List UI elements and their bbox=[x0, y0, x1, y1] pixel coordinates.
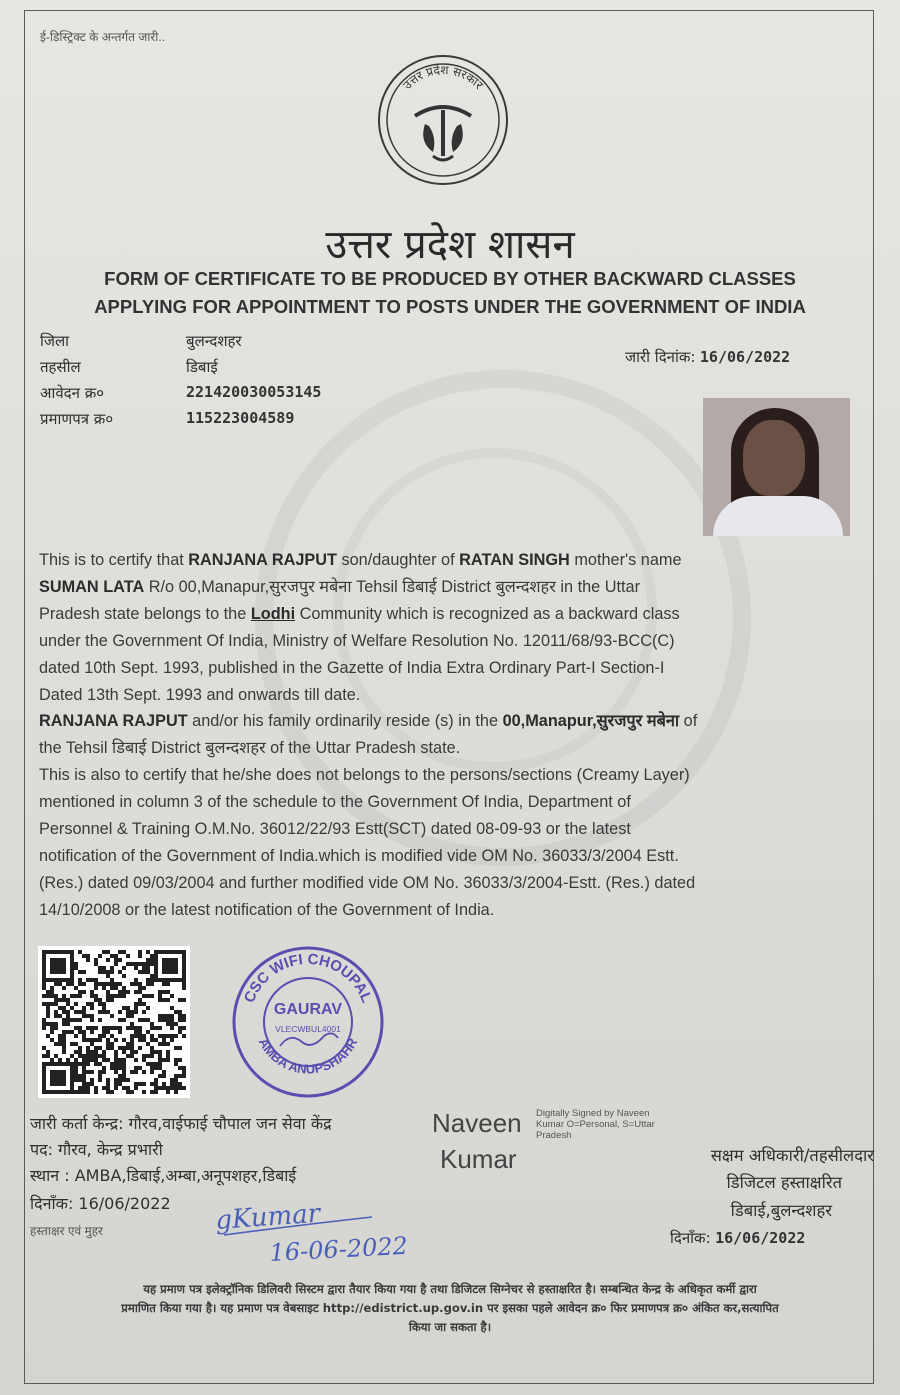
footer-line: यह प्रमाण पत्र इलेक्ट्रॉनिक डिलिवरी सिस्टम द्वारा तैयार किया गया है तथा डिजिटल सिग्नेचर से हस्ताक्षरित है। सम्बन्धित केन्द्र के अधिकृत कर्मी द्वारा bbox=[143, 1282, 757, 1296]
footer-note bbox=[30, 1280, 870, 1337]
digital-signer-first-name: Naveen bbox=[432, 1108, 522, 1138]
title-hindi: उत्तर प्रदेश शासन bbox=[325, 222, 575, 268]
district-value: बुलन्दशहर bbox=[186, 332, 242, 350]
stamp-center-text: GAURAV bbox=[273, 1001, 343, 1018]
footer-line: किया जा सकता है। bbox=[408, 1320, 492, 1334]
digital-signature-meta: Digitally Signed by Naveen Kumar O=Personal, S=Uttar Pradesh bbox=[536, 1108, 655, 1141]
residence-address: 00,Manapur,सुरजपुर मबेना bbox=[502, 712, 680, 731]
title-english-line1: FORM OF CERTIFICATE TO BE PRODUCED BY OTHER BACKWARD CLASSES bbox=[104, 268, 796, 289]
district-label: जिला bbox=[40, 332, 70, 350]
tehsil-label: तहसील bbox=[40, 358, 81, 376]
digital-signer-last-name: Kumar bbox=[440, 1144, 517, 1174]
application-number: 221420030053145 bbox=[186, 383, 322, 401]
body-line: RANJANA RAJPUT and/or his family ordinarily reside (s) in the 00,Manapur,सुरजपुर मबेना of bbox=[39, 712, 698, 731]
issue-date bbox=[625, 347, 790, 367]
mother-name: SUMAN LATA bbox=[39, 577, 145, 596]
body-line: notification of the Government of India.which is modified vide OM No. 36033/3/2004 Estt. bbox=[39, 846, 679, 865]
handwritten-signature bbox=[210, 1195, 480, 1275]
body-line: This is also to certify that he/she does not belongs to the persons/sections (Creamy Layer) bbox=[39, 766, 690, 785]
body-line: This is to certify that RANJANA RAJPUT son/daughter of RATAN SINGH mother's name bbox=[39, 551, 682, 569]
sign-seal-label: हस्ताक्षर एवं मुहर bbox=[30, 1224, 103, 1238]
body-line: SUMAN LATA R/o 00,Manapur,सुरजपुर मबेना Tehsil डिबाई District बुलन्दशहर in the Uttar bbox=[39, 577, 641, 596]
application-label: आवेदन क्र० bbox=[40, 384, 105, 402]
authority-designation: सक्षम अधिकारी/तहसीलदार bbox=[710, 1146, 874, 1165]
issuer-center: जारी कर्ता केन्द्र: गौरव,वाईफाई चौपाल जन सेवा केंद्र bbox=[30, 1114, 332, 1133]
tehsil-value: डिबाई bbox=[186, 358, 218, 376]
authority-date-label: दिनाँक: bbox=[670, 1229, 711, 1247]
handwritten-name: gKumar bbox=[214, 1198, 322, 1236]
handwritten-date: 16-06-2022 bbox=[268, 1231, 409, 1267]
certificate-number: 115223004589 bbox=[186, 409, 295, 427]
body-line: the Tehsil डिबाई District बुलन्दशहर of the Uttar Pradesh state. bbox=[39, 739, 461, 758]
authority-date-value: 16/06/2022 bbox=[715, 1229, 806, 1247]
applicant-name: RANJANA RAJPUT bbox=[188, 551, 337, 569]
certificate-body bbox=[39, 547, 869, 924]
community-name: Lodhi bbox=[250, 604, 296, 623]
issue-date-label: जारी दिनांक: bbox=[625, 348, 696, 366]
issuer-place: स्थान : AMBA,डिबाई,अम्बा,अनूपशहर,डिबाई bbox=[30, 1166, 297, 1185]
edistrict-note: ई-डिस्ट्रिक्ट के अन्तर्गत जारी.. bbox=[40, 30, 166, 44]
certificate-label: प्रमाणपत्र क्र० bbox=[40, 410, 114, 428]
body-line: 14/10/2008 or the latest notification of the Government of India. bbox=[39, 900, 495, 919]
issuer-date: दिनाँक: 16/06/2022 bbox=[30, 1194, 171, 1213]
csc-stamp-icon bbox=[228, 942, 388, 1102]
qr-code-icon[interactable] bbox=[38, 946, 190, 1098]
title-english-line2: APPLYING FOR APPOINTMENT TO POSTS UNDER THE GOVERNMENT OF INDIA bbox=[94, 296, 806, 317]
father-name: RATAN SINGH bbox=[459, 551, 570, 569]
body-line: Personnel & Training O.M.No. 36012/22/93 Estt(SCT) dated 08-09-93 or the latest bbox=[39, 820, 631, 839]
svg-text:उत्तर प्रदेश सरकार bbox=[400, 63, 486, 93]
stamp-bottom-text: AMBA ANUPSHAHR bbox=[255, 1035, 361, 1077]
authority-date bbox=[670, 1228, 805, 1248]
emblem-text: उत्तर प्रदेश सरकार bbox=[400, 62, 486, 93]
body-line: dated 10th Sept. 1993, published in the Gazette of India Extra Ordinary Part-I Section-I bbox=[39, 658, 665, 677]
authority-digital-signed: डिजिटल हस्ताक्षरित bbox=[726, 1173, 842, 1192]
body-line: (Res.) dated 09/03/2004 and further modified vide OM No. 36033/3/2004-Estt. (Res.) dated bbox=[39, 873, 696, 892]
issue-date-value: 16/06/2022 bbox=[699, 348, 791, 366]
stamp-id-text: VLECWBUL4001 bbox=[275, 1024, 341, 1034]
applicant-photo bbox=[703, 398, 850, 536]
issuer-post: पद: गौरव, केन्द्र प्रभारी bbox=[30, 1140, 163, 1159]
svg-text:AMBA ANUPSHAHR bbox=[256, 1035, 361, 1077]
stamp-ring-text: CSC WIFI CHOUPAL bbox=[240, 950, 376, 1006]
footer-line: प्रमाणित किया गया है। यह प्रमाण पत्र वेबसाइट http://edistrict.up.gov.in पर इसका पहले आवेदन क्र० फिर प्रमाणपत्र क्र० अंकित कर,सत्यापित bbox=[121, 1301, 779, 1315]
body-line: under the Government Of India, Ministry of Welfare Resolution No. 12011/68/93-BCC(C) bbox=[39, 631, 675, 650]
body-line: mentioned in column 3 of the schedule to the Government Of India, Department of bbox=[39, 793, 631, 812]
body-line: Dated 13th Sept. 1993 and onwards till date. bbox=[39, 685, 361, 704]
authority-location: डिबाई,बुलन्दशहर bbox=[730, 1201, 832, 1220]
up-emblem-icon bbox=[375, 52, 511, 188]
body-line: Pradesh state belongs to the Lodhi Community which is recognized as a backward class bbox=[39, 604, 680, 623]
